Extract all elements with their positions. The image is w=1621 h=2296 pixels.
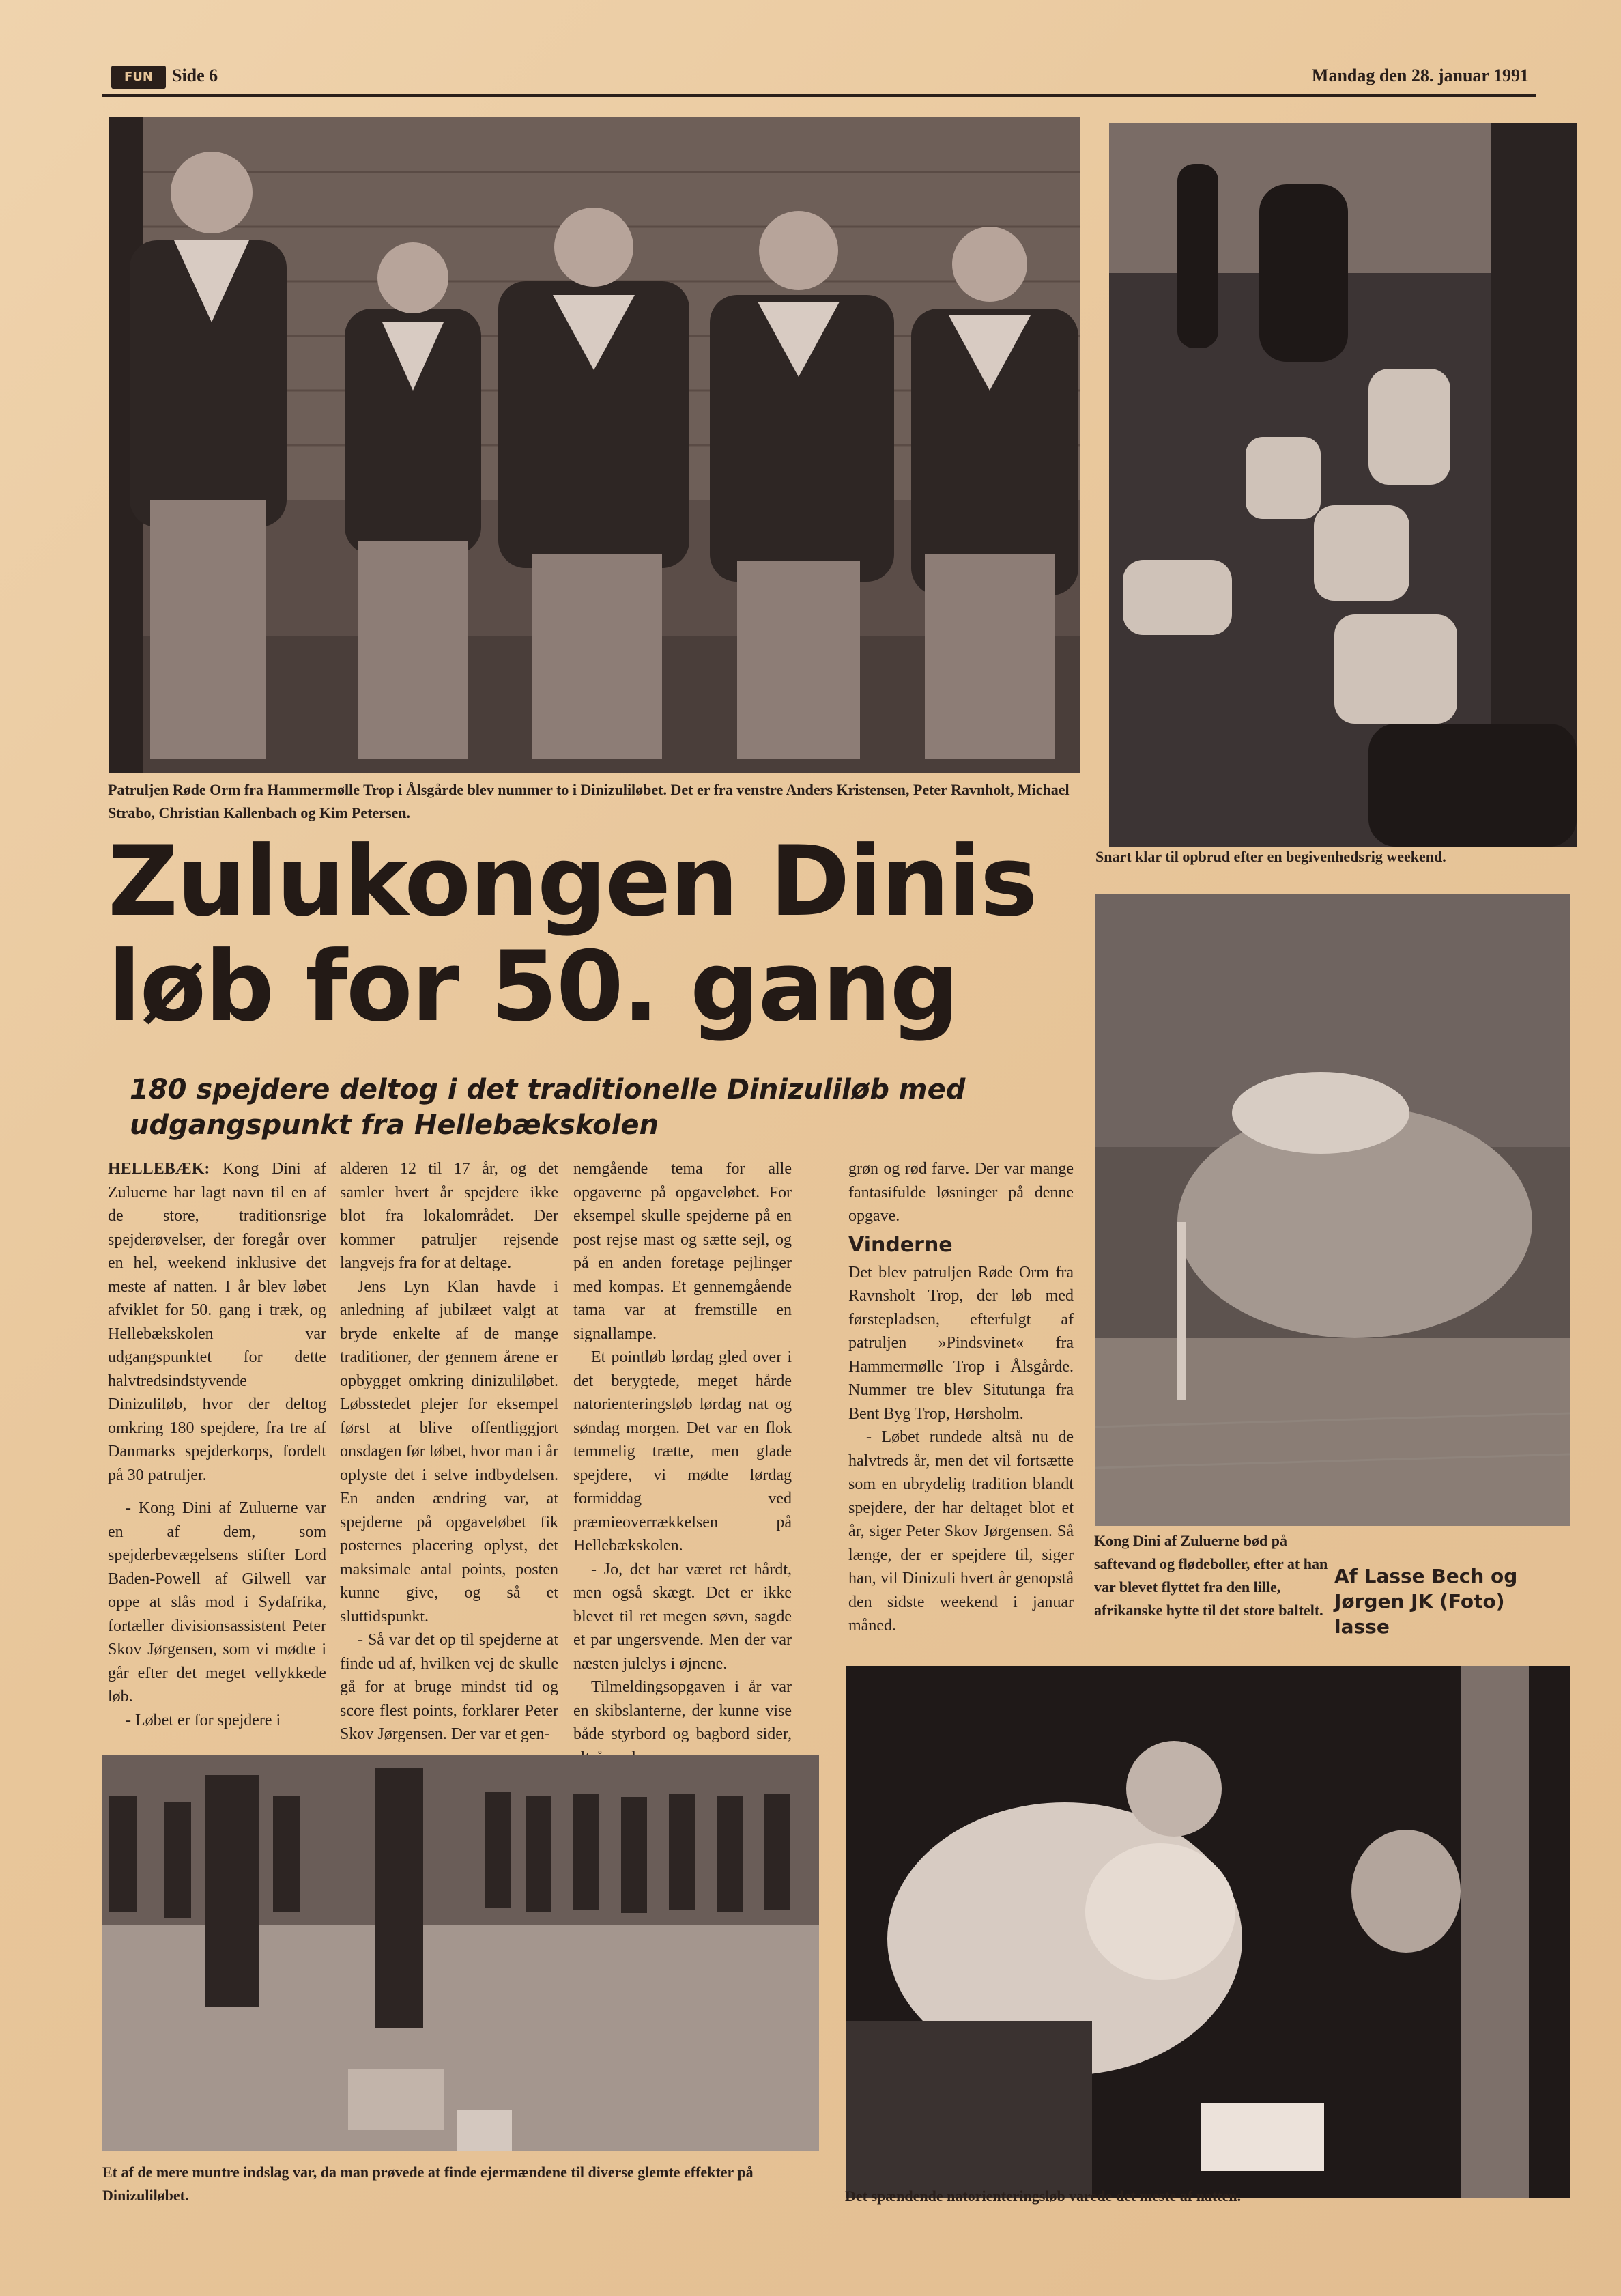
caption-scout-patrol: Patruljen Røde Orm fra Hammermølle Trop i Ålsgårde blev nummer to i Dinizuliløbet. Det er fra venstre Anders Kristensen, Peter Ravnholt, Michael Strabo, Christian Kallenbach og Kim Petersen. (108, 781, 1070, 821)
paragraph: Det blev patruljen Røde Orm fra Ravnsholt Trop, der løb med førstepladsen, efterfulgt af patruljen »Pindsvinet« fra Hammermølle Trop i Ålsgårde. Nummer tre blev Situtunga fra Bent Byg Trop, Hørsholm. (848, 1263, 1074, 1423)
caption-lost-and-found: Et af de mere muntre indslag var, da man prøvede at finde ejermændene til diverse glemte effekter på Dinizuliløbet. (102, 2164, 754, 2204)
masthead-rule (102, 94, 1536, 97)
section-heading-winners: Vinderne (848, 1232, 953, 1257)
paragraph: - Så var det op til spejderne at finde ud af, hvilken vej de skulle gå for at bruge mindst tid og score flest points, forklarer Peter Skov Jørgensen. Der var et gen- (340, 1631, 558, 1743)
paragraph: nemgående tema for alle opgaverne på opgaveløbet. For eksempel skulle spejderne på en post rejse mast og sætte sejl, og på en anden foretage pejlinger med kompas. Et gennemgående tama var at fremstille en signallampe. (573, 1160, 792, 1343)
paragraph: - Kong Dini af Zuluerne var en af dem, som spejderbevægelsens stifter Lord Baden-Powell af Gilwell var oppe at slås mod i Sydafrika, fortæller divisionsassistent Peter Skov Jørgensen, som vi mødte i går efter det meget vellykkede løb. (108, 1499, 326, 1705)
headline-line-2: løb for 50. gang (108, 931, 958, 1043)
caption-king-dini-statue: Kong Dini af Zuluerne bød på saftevand og flødeboller, efter at han var blevet flyttet fra den lille, afrikanske hytte til det store baltelt. (1094, 1532, 1328, 1619)
photo-night-orienteering (846, 1666, 1570, 2198)
issue-date: Mandag den 28. januar 1991 (1311, 66, 1529, 85)
byline-line-2: Jørgen JK (Foto) (1334, 1590, 1505, 1613)
photo-scout-patrol (109, 117, 1080, 773)
photo-lost-and-found (102, 1755, 819, 2151)
paragraph: - Løbet rundede altså nu de halvtreds år, men det vil fortsætte som en ubrydelig tradition blandt spejdere, der har deltaget blot et år, siger Peter Skov Jørgensen. Så længe, der er spejdere til, siger han, vil Dinizuli hvert år genopstå den sidste weekend i januar måned. (848, 1428, 1074, 1634)
byline-line-3: lasse (1334, 1615, 1390, 1638)
caption-packing-up: Snart klar til opbrud efter en begivenhedsrig weekend. (1095, 848, 1446, 865)
paragraph: alderen 12 til 17 år, og det samler hvert år spejdere ikke blot fra lokalområdet. Der kommer patruljer rejsende langvejs fra for at deltage. (340, 1160, 558, 1272)
paragraph: grøn og rød farve. Der var mange fantasifulde løsninger på denne opgave. (848, 1160, 1074, 1225)
paragraph: - Jo, det har været ret hårdt, men også skægt. Det er ikke blevet til ret megen søvn, sagde et par ungersvende. Men der var næsten julelys i øjnene. (573, 1560, 792, 1673)
page-number: Side 6 (172, 66, 218, 85)
paragraph-text: Kong Dini af Zuluerne har lagt navn til en af de store, traditionsrige spejderøvelser, der foregår over en hel, weekend inklusive det meste af natten. I år blev løbet afviklet for 50. gang i træk, og Hellebækskolen var udgangspunktet for dette halvtredsindstyvende Dinizuliløb, hvor der deltog omkring 180 spejdere, fra tre af Danmarks spejderkorps, fordelt på 30 patruljer. (108, 1160, 326, 1484)
byline-line-1: Af Lasse Bech og (1334, 1565, 1518, 1587)
paragraph (108, 1157, 326, 1487)
headline (108, 825, 1077, 1043)
article-column-3 (573, 1157, 792, 1770)
paragraph: Jens Lyn Klan havde i anledning af jubilæet valgt at bryde enkelte af de mange traditioner, der gennem årene er opbygget omkring dinizuliløbet. Løbsstedet plejer for eksempel først at blive offentliggjort onsdagen før løbet, hvor man i år oplyste det i selve indbydelsen. En anden ændring var, at spejderne på opgaveløbet fik posternes placering oplyst, det maksimale antal points, posten kunne give, og så et sluttidspunkt. (340, 1277, 558, 1626)
paragraph: Et pointløb lørdag gled over i det berygtede, meget hårde natorienteringsløb lørdag nat og søndag morgen. Det var en flok temmelig trætte, men glade spejdere, vi mødte lørdag formiddag ved præmieoverrækkelsen på Hellebækskolen. (573, 1348, 792, 1555)
photo-packing-up (1109, 123, 1577, 847)
paragraph: Tilmeldingsopgaven i år var en skibslanterne, der kunne vise både styrbord og bagbord sider, (573, 1678, 792, 1743)
headline-line-1: Zulukongen Dinis (108, 825, 1037, 938)
article-column-2 (340, 1157, 558, 1746)
byline (1334, 1563, 1517, 1639)
dateline: HELLEBÆK: (108, 1160, 210, 1178)
subheadline: 180 spejdere deltog i det traditionelle Dinizuliløb med udgangspunkt fra Hellebækskolen (130, 1074, 966, 1141)
paragraph: - Løbet er for spejdere i (126, 1711, 281, 1729)
article-column-1 (108, 1157, 326, 1732)
newspaper-logo: FUN (111, 66, 166, 89)
caption-night-orienteering: Det spændende natorienteringsløb varede det meste af natten. (845, 2187, 1242, 2205)
article-column-4 (848, 1157, 1074, 1638)
photo-king-dini-statue (1095, 894, 1570, 1526)
